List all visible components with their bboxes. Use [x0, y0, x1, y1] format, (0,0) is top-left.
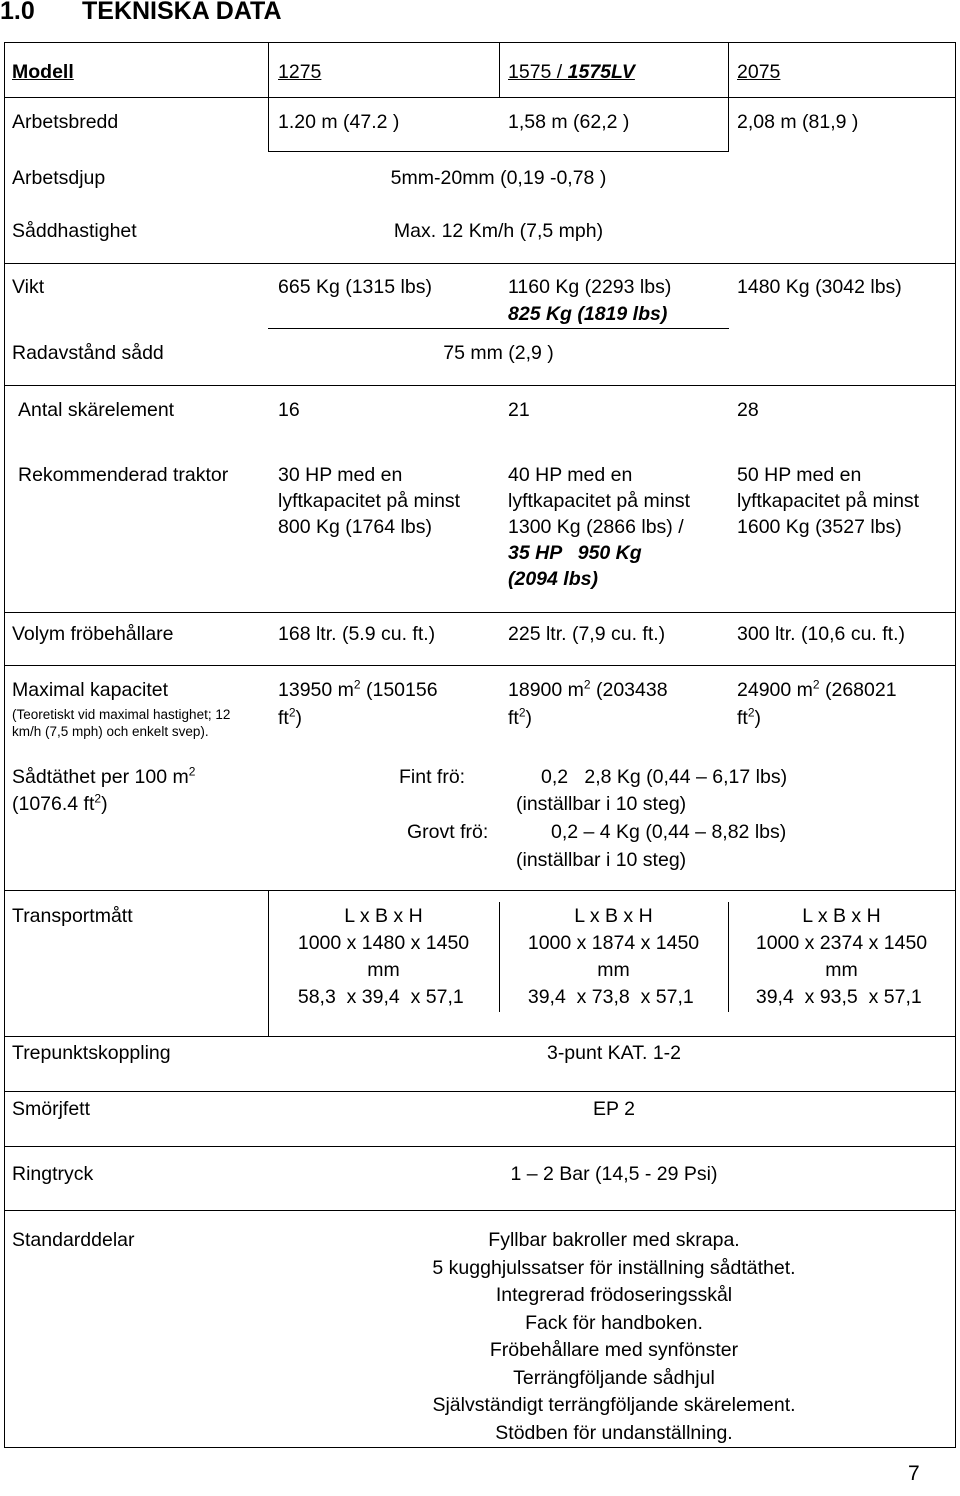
transport-1575-line4: 39,4 x 73,8 x 57,1 — [527, 986, 700, 1008]
model-1575lv-text: 1575LV — [567, 61, 635, 83]
traktor-1275-line3: 800 Kg (1764 lbs) — [278, 516, 432, 538]
standard-item: 5 kugghjulssatser för inställning sådtäthet. — [432, 1257, 796, 1279]
paren: ) — [101, 793, 108, 815]
standard-item: Integrerad frödoseringsskål — [495, 1284, 733, 1306]
traktor-1275-line1: 30 HP med en — [278, 464, 403, 486]
vikt-2075: 1480 Kg (3042 lbs) — [737, 276, 902, 298]
transport-2075-line2: 1000 x 2374 x 1450 — [755, 932, 928, 954]
row-label-antal: Antal skärelement — [18, 399, 175, 421]
fint-value: 0,2 2,8 Kg (0,44 – 6,17 lbs) — [541, 766, 788, 788]
transport-2075-line1: L x B x H — [802, 905, 881, 927]
grovt-value: 0,2 – 4 Kg (0,44 – 8,82 lbs) — [551, 821, 787, 843]
kapacitet-1575-value-b: (203438 — [590, 679, 668, 701]
model-label: Modell — [12, 61, 74, 83]
kapacitet-2075-value: 24900 m — [737, 679, 813, 701]
row-divider — [4, 1146, 956, 1147]
row-divider — [4, 1091, 956, 1092]
row-divider — [268, 328, 729, 329]
row-divider — [4, 263, 956, 264]
traktor-1575-line2: lyftkapacitet på minst — [508, 490, 691, 512]
row-divider — [4, 1210, 956, 1211]
sup: 2 — [188, 764, 196, 779]
volym-2075: 300 ltr. (10,6 cu. ft.) — [737, 623, 905, 645]
traktor-1575lv-line2: (2094 lbs) — [508, 568, 598, 590]
section-number: 1.0 — [0, 0, 35, 25]
paren: ) — [754, 707, 762, 729]
unit: ft — [278, 707, 289, 729]
paren: ) — [295, 707, 303, 729]
col-divider — [728, 97, 729, 152]
row-label-trepunkt: Trepunktskoppling — [12, 1042, 171, 1064]
transport-1575-line1: L x B x H — [574, 905, 653, 927]
sup: 2 — [94, 791, 102, 806]
row-label-smorjfett: Smörjfett — [12, 1098, 91, 1120]
vikt-1275: 665 Kg (1315 lbs) — [278, 276, 432, 298]
antal-2075: 28 — [737, 399, 759, 421]
vikt-1575: 1160 Kg (2293 lbs) — [508, 276, 672, 298]
sup: 2 — [583, 677, 591, 692]
row-label-vikt: Vikt — [12, 276, 45, 298]
col-divider — [499, 42, 500, 97]
antal-1275: 16 — [278, 399, 300, 421]
transport-2075-line3: mm — [825, 959, 858, 981]
transport-1275-line2: 1000 x 1480 x 1450 — [297, 932, 470, 954]
vikt-1575lv: 825 Kg (1819 lbs) — [508, 303, 668, 325]
traktor-2075-line3: 1600 Kg (3527 lbs) — [737, 516, 902, 538]
arbetsbredd-1575: 1,58 m (62,2 ) — [508, 111, 630, 133]
kapacitet-2075-line2 — [737, 705, 761, 732]
sup: 2 — [747, 705, 755, 720]
page-number: 7 — [908, 1462, 920, 1485]
col-divider — [268, 42, 269, 97]
sup: 2 — [353, 677, 361, 692]
arbetsbredd-1275: 1.20 m (47.2 ) — [278, 111, 400, 133]
transport-1275-line4: 58,3 x 39,4 x 57,1 — [297, 986, 470, 1008]
kapacitet-1575-value: 18900 m — [508, 679, 584, 701]
standard-item: Fack för handboken. — [525, 1312, 703, 1334]
model-2075: 2075 — [737, 61, 781, 83]
traktor-2075-line2: lyftkapacitet på minst — [737, 490, 920, 512]
transport-1275-line3: mm — [367, 959, 400, 981]
standard-item: Fyllbar bakroller med skrapa. — [488, 1229, 740, 1251]
grovt-note: (inställbar i 10 steg) — [516, 849, 687, 871]
radavstand-value: 75 mm (2,9 ) — [443, 342, 554, 364]
standard-item: Stödben för undanställning. — [495, 1422, 733, 1444]
kapacitet-1275-line2 — [278, 705, 302, 732]
section-title: TEKNISKA DATA — [82, 0, 282, 25]
arbetsbredd-2075: 2,08 m (81,9 ) — [737, 111, 859, 133]
row-divider — [4, 97, 956, 98]
row-divider — [4, 665, 956, 666]
kapacitet-1575-line1 — [508, 677, 668, 704]
row-label-arbetsbredd: Arbetsbredd — [12, 111, 119, 133]
kapacitet-1275-value-b: (150156 — [360, 679, 438, 701]
sup: 2 — [288, 705, 296, 720]
standard-item: Terrängföljande sådhjul — [513, 1367, 715, 1389]
transport-1275-line1: L x B x H — [344, 905, 423, 927]
traktor-1275-line2: lyftkapacitet på minst — [278, 490, 461, 512]
row-label-saddtathet — [12, 764, 195, 791]
table-border-bottom — [4, 1447, 956, 1448]
paren: ) — [525, 707, 533, 729]
standard-item: Fröbehållare med synfönster — [489, 1339, 739, 1361]
transport-1575-line2: 1000 x 1874 x 1450 — [527, 932, 700, 954]
row-label-volym: Volym fröbehållare — [12, 623, 174, 645]
col-divider — [728, 42, 729, 97]
row-divider — [4, 612, 956, 613]
kapacitet-2075-line1 — [737, 677, 897, 704]
traktor-2075-line1: 50 HP med en — [737, 464, 862, 486]
ringtryck-value: 1 – 2 Bar (14,5 - 29 Psi) — [510, 1163, 718, 1185]
row-label-standard: Standarddelar — [12, 1229, 135, 1251]
saddtathet-label-text: Sådtäthet per 100 m — [12, 766, 189, 788]
model-1575-text: 1575 / — [508, 61, 568, 83]
kapacitet-1275-line1 — [278, 677, 438, 704]
saddtathet-label-unit: (1076.4 ft — [12, 793, 95, 815]
row-label-transport: Transportmått — [12, 905, 133, 927]
model-1275: 1275 — [278, 61, 322, 83]
col-divider — [268, 97, 269, 152]
model-1575 — [508, 59, 635, 86]
unit: ft — [508, 707, 519, 729]
grovt-label: Grovt frö: — [407, 821, 489, 843]
transport-1575-line3: mm — [597, 959, 630, 981]
table-border-left — [4, 42, 5, 1448]
kapacitet-2075-value-b: (268021 — [819, 679, 897, 701]
row-label-saddhastighet: Såddhastighet — [12, 220, 137, 242]
kapacitet-1575-line2 — [508, 705, 532, 732]
transport-2075-line4: 39,4 x 93,5 x 57,1 — [755, 986, 928, 1008]
row-label-ringtryck: Ringtryck — [12, 1163, 94, 1185]
row-label-traktor: Rekommenderad traktor — [18, 464, 229, 486]
row-label-radavstand: Radavstånd sådd — [12, 342, 164, 364]
fint-note: (inställbar i 10 steg) — [516, 793, 687, 815]
unit: ft — [737, 707, 748, 729]
volym-1575: 225 ltr. (7,9 cu. ft.) — [508, 623, 666, 645]
traktor-1575lv-line1: 35 HP 950 Kg — [508, 542, 642, 564]
row-label-arbetsdjup: Arbetsdjup — [12, 167, 106, 189]
sup: 2 — [518, 705, 526, 720]
smorjfett-value: EP 2 — [593, 1098, 635, 1120]
fint-label: Fint frö: — [399, 766, 466, 788]
row-divider — [268, 151, 729, 152]
row-divider — [4, 890, 956, 891]
saddhastighet-value: Max. 12 Km/h (7,5 mph) — [393, 220, 604, 242]
kapacitet-1275-value: 13950 m — [278, 679, 354, 701]
page-title — [0, 0, 282, 26]
antal-1575: 21 — [508, 399, 530, 421]
standard-item: Självständigt terrängföljande skärelement. — [432, 1394, 796, 1416]
traktor-1575-line3: 1300 Kg (2866 lbs) / — [508, 516, 684, 538]
row-label-kapacitet: Maximal kapacitet — [12, 679, 169, 701]
arbetsdjup-value: 5mm-20mm (0,19 -0,78 ) — [390, 167, 607, 189]
trepunkt-value: 3-punt KAT. 1-2 — [546, 1042, 682, 1064]
table-border-top — [4, 42, 956, 43]
kapacitet-note: (Teoretiskt vid maximal hastighet; 12 km/h (7,5 mph) och enkelt svep). — [12, 707, 231, 739]
traktor-1575-line1: 40 HP med en — [508, 464, 633, 486]
volym-1275: 168 ltr. (5.9 cu. ft.) — [278, 623, 436, 645]
sup: 2 — [812, 677, 820, 692]
row-divider — [4, 385, 956, 386]
row-label-saddtathet-2 — [12, 791, 108, 818]
row-divider — [4, 1036, 956, 1037]
